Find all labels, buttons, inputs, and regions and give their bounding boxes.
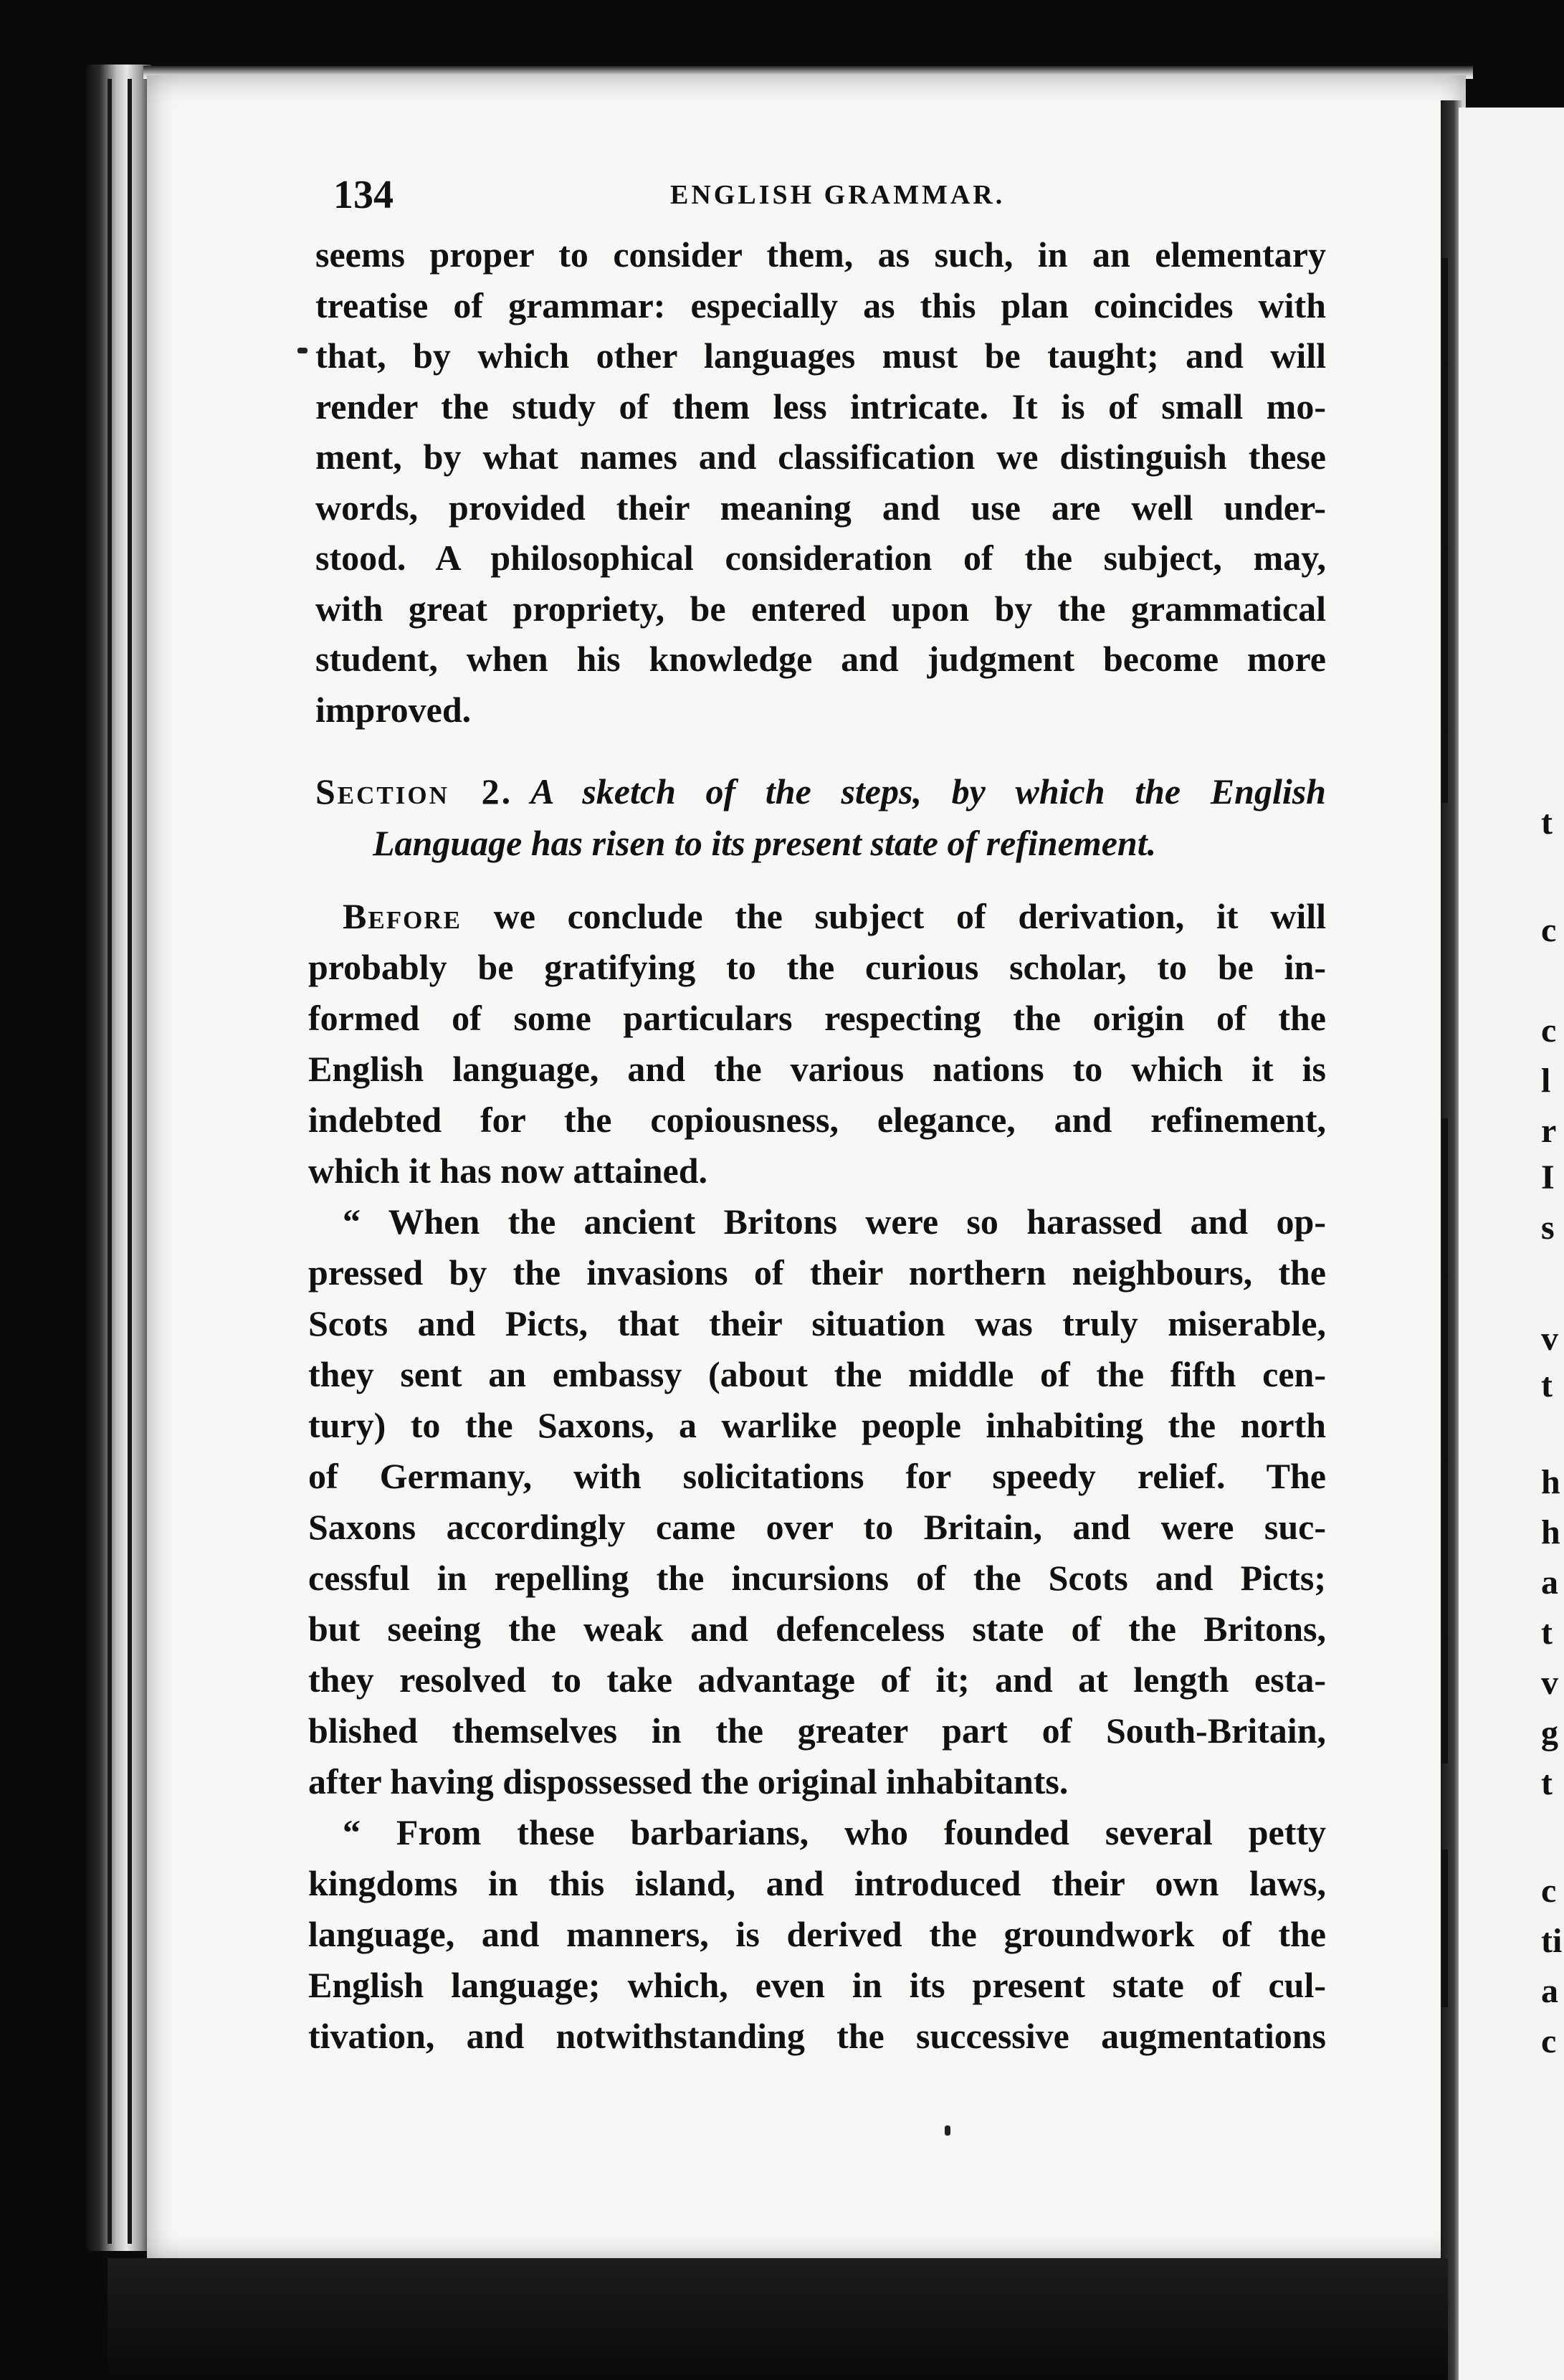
bleed-letter: c — [1541, 911, 1557, 949]
gutter-shadow — [1442, 1850, 1448, 2007]
section-body — [308, 891, 1326, 2062]
text-line: render the study of them less intricate. It is of small mo- — [315, 386, 1326, 427]
bleed-letter: c — [1541, 1872, 1557, 1910]
text-line: student, when his knowledge and judgment become more — [315, 639, 1326, 679]
text-line: language, and manners, is derived the groundwork of the — [308, 1914, 1326, 1954]
scan-speck — [945, 2126, 950, 2136]
section-heading-line — [315, 766, 1326, 817]
gutter-shadow — [1442, 258, 1448, 803]
section-title: A sketch of the steps, by which the English — [530, 771, 1326, 811]
section-label: Section 2. — [315, 771, 513, 811]
bleed-letter: c — [1541, 2022, 1557, 2060]
text-line: blished themselves in the greater part of South-Britain, — [308, 1710, 1326, 1751]
text-line: English language; which, even in its present state of cul- — [308, 1965, 1326, 2005]
bleed-letter: s — [1541, 1209, 1555, 1247]
text-line: words, provided their meaning and use are well under- — [315, 487, 1326, 528]
section-heading — [315, 766, 1326, 869]
text-line: treatise of grammar: especially as this plan coincides with — [315, 285, 1326, 325]
paragraph-continued — [315, 229, 1326, 735]
text-line: seems proper to consider them, as such, in an elementary — [315, 234, 1326, 275]
binding-line — [128, 79, 132, 2244]
text-line: they resolved to take advantage of it; and at length esta- — [308, 1660, 1326, 1700]
text-line: improved. — [315, 689, 472, 730]
bleed-letter: ti — [1541, 1922, 1563, 1960]
text-line: probably be gratifying to the curious scholar, to be in- — [308, 947, 1326, 987]
running-title: ENGLISH GRAMMAR. — [670, 180, 1006, 210]
text-line: pressed by the invasions of their northern neighbours, the — [308, 1252, 1326, 1293]
text-line — [308, 891, 1326, 942]
gutter-shadow — [1442, 1118, 1448, 1763]
text-line: after having dispossessed the original inhabitants. — [308, 1761, 1069, 1801]
section-title-continued: Language has risen to its present state of refinement. — [373, 823, 1157, 863]
binding-line — [108, 79, 112, 2244]
text-line: Scots and Picts, that their situation was truly miserable, — [308, 1303, 1326, 1343]
page-number: 134 — [333, 173, 394, 217]
drop-word: Before — [343, 896, 462, 936]
text-line: English language, and the various nations to which it is — [308, 1049, 1326, 1089]
text-line: which it has now attained. — [308, 1151, 708, 1191]
text-line: stood. A philosophical consideration of the subject, may, — [315, 538, 1326, 578]
text-line: tivation, and notwithstanding the successive augmentations — [308, 2016, 1326, 2056]
bleed-letter: l — [1541, 1062, 1551, 1100]
running-head — [333, 172, 1373, 222]
text-line: with great propriety, be entered upon by the grammatical — [315, 588, 1326, 629]
bleed-letter: r — [1541, 1112, 1557, 1150]
bleed-letter: c — [1541, 1012, 1557, 1049]
bleed-letter: h — [1541, 1513, 1560, 1551]
text-line: Saxons accordingly came over to Britain, and were suc- — [308, 1507, 1326, 1547]
text-line: but seeing the weak and defenceless state of the Britons, — [308, 1609, 1326, 1649]
bleed-letter: v — [1541, 1320, 1558, 1358]
text-line: “ When the ancient Britons were so harassed and op- — [343, 1201, 1326, 1242]
bleed-letter: t — [1541, 1614, 1553, 1652]
bleed-letter: t — [1541, 1366, 1553, 1404]
bleed-letter: a — [1541, 1972, 1558, 2010]
bleed-letter: v — [1541, 1664, 1558, 1702]
bleed-letter: h — [1541, 1463, 1560, 1501]
text-line: cessful in repelling the incursions of the Scots and Picts; — [308, 1558, 1326, 1598]
text-line: that, by which other languages must be taught; and will — [315, 335, 1326, 376]
text-line: kingdoms in this island, and introduced their own laws, — [308, 1863, 1326, 1903]
text-line: they sent an embassy (about the middle of the fifth cen- — [308, 1354, 1326, 1394]
book-binding — [86, 65, 154, 2251]
text-line: of Germany, with solicitations for speedy relief. The — [308, 1456, 1326, 1496]
text-fragment: we conclude the subject of derivation, it will — [461, 896, 1326, 936]
text-line: tury) to the Saxons, a warlike people inhabiting the north — [308, 1405, 1326, 1445]
text-line: indebted for the copiousness, elegance, and refinement, — [308, 1100, 1326, 1140]
bleed-letter: a — [1541, 1563, 1558, 1601]
bleed-letter: I — [1541, 1158, 1555, 1196]
text-line: “ From these barbarians, who founded several petty — [343, 1812, 1326, 1852]
page-bottom-edge — [108, 2258, 1448, 2380]
text-line: formed of some particulars respecting the origin of the — [308, 998, 1326, 1038]
bleed-letter: t — [1541, 804, 1553, 842]
scan-speck — [297, 348, 307, 353]
bleed-letter: t — [1541, 1764, 1553, 1802]
bleed-letter: g — [1541, 1714, 1558, 1752]
text-line: ment, by what names and classification we distinguish these — [315, 437, 1326, 477]
